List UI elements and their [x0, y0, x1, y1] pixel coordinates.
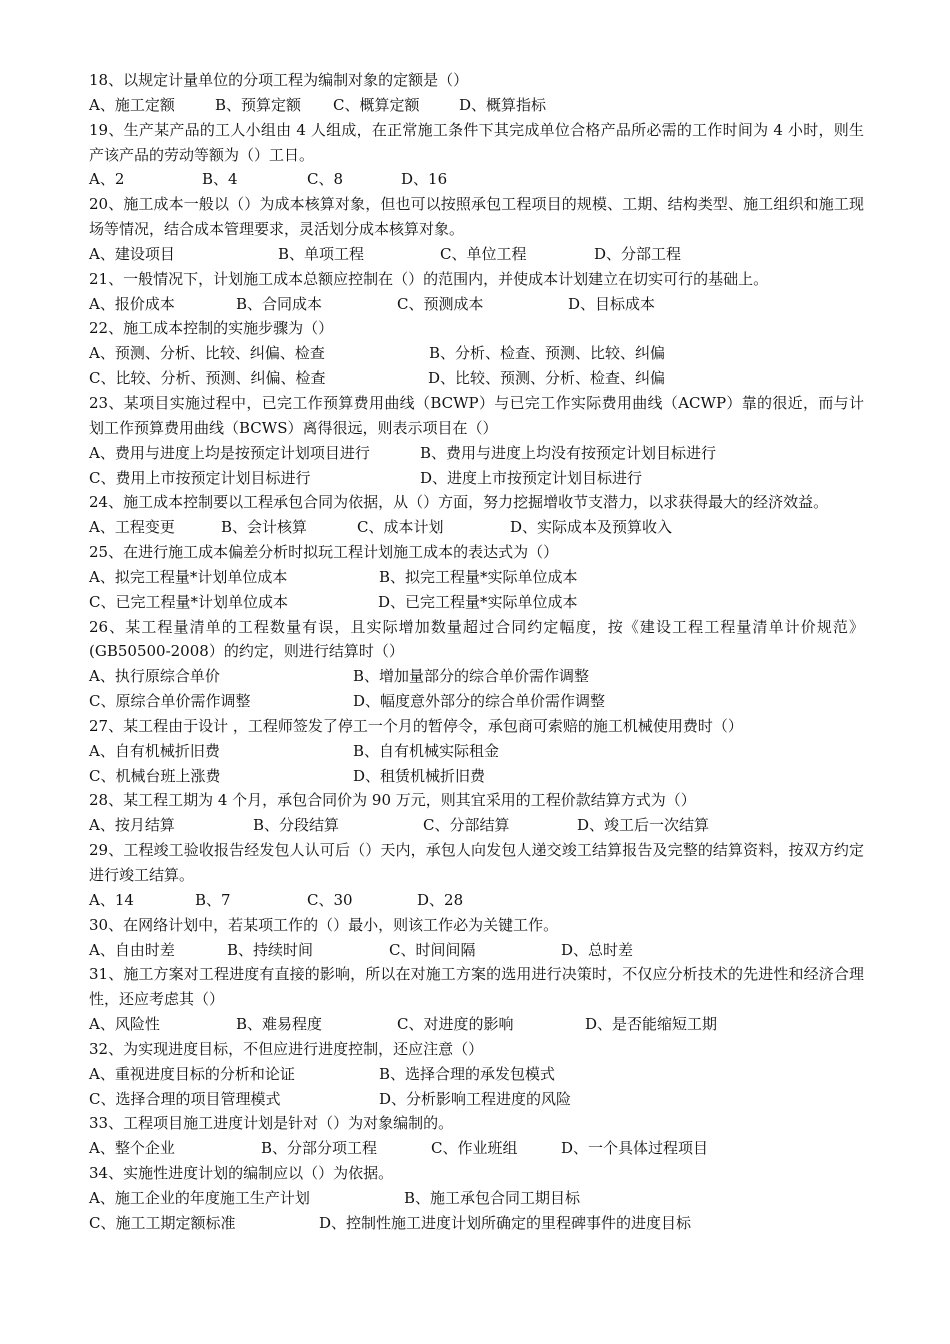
question-block — [89, 391, 864, 490]
answer-option: C、已完工程量*计划单位成本 — [89, 592, 288, 611]
answer-option: C、原综合单价需作调整 — [89, 692, 251, 711]
question-text: 24、施工成本控制要以工程承包合同为依据，从（）方面，努力挖掘增收节支潜力，以求获得最大的经济效益。 — [89, 493, 829, 512]
question-text: 19、生产某产品的工人小组由 4 人组成，在正常施工条件下其完成单位合格产品所必需的工作时间为 4 小时，则生产该产品的劳动等额为（）工日。 — [89, 120, 864, 164]
answer-option: B、单项工程 — [278, 244, 365, 263]
answer-option: B、会计核算 — [221, 518, 308, 537]
answer-option: B、合同成本 — [236, 294, 323, 313]
answer-option: D、目标成本 — [568, 294, 656, 313]
answer-option: C、时间间隔 — [389, 940, 476, 959]
option-row — [89, 664, 864, 689]
answer-option: D、一个具体过程项目 — [561, 1139, 709, 1158]
question-block — [89, 913, 864, 963]
answer-option: D、控制性施工进度计划所确定的里程碑事件的进度目标 — [319, 1213, 692, 1232]
question-block — [89, 118, 864, 193]
answer-option: A、执行原综合单价 — [89, 667, 220, 686]
answer-option: C、费用上市按预定计划目标进行 — [89, 468, 311, 487]
answer-option: C、选择合理的项目管理模式 — [89, 1089, 281, 1108]
question-text: 28、某工程工期为 4 个月，承包合同价为 90 万元，则其宜采用的工程价款结算方式为（） — [89, 791, 696, 810]
answer-option: C、概算定额 — [333, 95, 420, 114]
question-text: 32、为实现进度目标，不但应进行进度控制，还应注意（） — [89, 1039, 484, 1058]
question-text: 23、某项目实施过程中，已完工作预算费用曲线（BCWP）与已完工作实际费用曲线（ACWP）靠的很近，而与计划工作预算费用曲线（BCWS）离得很远，则表示项目在（） — [89, 393, 864, 437]
option-row — [89, 167, 864, 192]
answer-option: D、竣工后一次结算 — [577, 816, 710, 835]
question-text: 18、以规定计量单位的分项工程为编制对象的定额是（） — [89, 71, 469, 89]
answer-option: B、持续时间 — [227, 940, 314, 959]
option-row — [89, 689, 864, 714]
answer-option: D、28 — [417, 890, 464, 909]
option-row — [89, 1012, 864, 1037]
option-row — [89, 242, 864, 267]
answer-option: A、施工定额 — [89, 95, 175, 114]
answer-option: B、7 — [195, 890, 231, 909]
answer-option: B、增加量部分的综合单价需作调整 — [353, 667, 590, 686]
option-row — [89, 938, 864, 963]
answer-option: D、总时差 — [561, 940, 634, 959]
option-row — [89, 466, 864, 491]
answer-option: C、比较、分析、预测、纠偏、检查 — [89, 369, 326, 388]
answer-option: B、4 — [202, 170, 238, 189]
question-text: 26、某工程量清单的工程数量有误，且实际增加数量超过合同约定幅度，按《建设工程工程量清单计价规范》(GB50500-2008）的约定，则进行结算时（） — [89, 617, 864, 661]
answer-option: C、作业班组 — [431, 1139, 518, 1158]
answer-option: A、报价成本 — [89, 294, 175, 313]
answer-option: C、对进度的影响 — [397, 1015, 514, 1034]
answer-option: A、工程变更 — [89, 518, 175, 537]
option-row — [89, 1211, 864, 1236]
answer-option: D、实际成本及预算收入 — [510, 518, 673, 537]
question-text: 30、在网络计划中，若某项工作的（）最小，则该工作必为关键工作。 — [89, 915, 559, 934]
question-text: 27、某工程由于设计 ，工程师签发了停工一个月的暂停令，承包商可索赔的施工机械使用费时（） — [89, 716, 743, 735]
answer-option: C、预测成本 — [397, 294, 484, 313]
question-text: 31、施工方案对工程进度有直接的影响，所以在对施工方案的选用进行决策时，不仅应分析技术的先进性和经济合理性，还应考虑其（） — [89, 965, 864, 1009]
answer-option: A、预测、分析、比较、纠偏、检查 — [89, 344, 325, 363]
answer-option: D、是否能缩短工期 — [585, 1015, 718, 1034]
answer-option: C、单位工程 — [440, 244, 527, 263]
answer-option: B、分段结算 — [253, 816, 340, 835]
option-row — [89, 590, 864, 615]
answer-option: D、分析影响工程进度的风险 — [379, 1089, 572, 1108]
answer-option: D、分部工程 — [594, 244, 682, 263]
question-text: 20、施工成本一般以（）为成本核算对象，但也可以按照承包工程项目的规模、工期、结构类型、施工组织和施工现场等情况，结合成本管理要求，灵活划分成本核算对象。 — [89, 195, 864, 239]
option-row — [89, 441, 864, 466]
answer-option: D、租赁机械折旧费 — [353, 766, 486, 785]
question-block — [89, 267, 864, 317]
answer-option: D、幅度意外部分的综合单价需作调整 — [353, 692, 606, 711]
question-text: 21、一般情况下，计划施工成本总额应控制在（）的范围内，并使成本计划建立在切实可行的基础上。 — [89, 269, 769, 288]
option-row — [89, 93, 864, 118]
option-row — [89, 1136, 864, 1161]
exam-document — [89, 68, 864, 1236]
answer-option: A、费用与进度上均是按预定计划项目进行 — [89, 443, 370, 462]
question-block — [89, 1037, 864, 1112]
option-row — [89, 565, 864, 590]
answer-option: B、难易程度 — [236, 1015, 323, 1034]
answer-option: A、2 — [89, 170, 125, 189]
answer-option: B、分部分项工程 — [261, 1139, 378, 1158]
question-block — [89, 490, 864, 540]
answer-option: B、预算定额 — [215, 95, 302, 114]
option-row — [89, 515, 864, 540]
answer-option: D、概算指标 — [459, 95, 547, 114]
option-row — [89, 1062, 864, 1087]
answer-option: A、拟完工程量*计划单位成本 — [89, 567, 288, 586]
answer-option: D、比较、预测、分析、检查、纠偏 — [428, 369, 666, 388]
option-row — [89, 739, 864, 764]
answer-option: A、自由时差 — [89, 940, 175, 959]
question-block — [89, 1161, 864, 1236]
question-text: 33、工程项目施工进度计划是针对（）为对象编制的。 — [89, 1114, 454, 1133]
option-row — [89, 341, 864, 366]
answer-option: A、风险性 — [89, 1015, 160, 1034]
answer-option: A、整个企业 — [89, 1139, 175, 1158]
option-row — [89, 764, 864, 789]
answer-option: B、施工承包合同工期目标 — [404, 1188, 581, 1207]
answer-option: A、施工企业的年度施工生产计划 — [89, 1188, 310, 1207]
question-block — [89, 788, 864, 838]
question-block — [89, 68, 864, 118]
question-block — [89, 838, 864, 913]
question-block — [89, 615, 864, 714]
answer-option: B、自有机械实际租金 — [353, 741, 500, 760]
answer-option: D、进度上市按预定计划目标进行 — [420, 468, 643, 487]
answer-option: C、30 — [307, 890, 353, 909]
answer-option: C、机械台班上涨费 — [89, 766, 221, 785]
question-text: 22、施工成本控制的实施步骤为（） — [89, 319, 334, 338]
question-block — [89, 540, 864, 615]
answer-option: D、16 — [401, 170, 448, 189]
option-row — [89, 1087, 864, 1112]
answer-option: A、重视进度目标的分析和论证 — [89, 1064, 295, 1083]
option-row — [89, 292, 864, 317]
answer-option: C、8 — [307, 170, 344, 189]
answer-option: B、选择合理的承发包模式 — [379, 1064, 556, 1083]
question-block — [89, 1111, 864, 1161]
answer-option: B、分析、检查、预测、比较、纠偏 — [429, 344, 666, 363]
answer-option: D、已完工程量*实际单位成本 — [378, 592, 578, 611]
option-row — [89, 813, 864, 838]
option-row — [89, 888, 864, 913]
question-block — [89, 316, 864, 391]
answer-option: A、自有机械折旧费 — [89, 741, 220, 760]
answer-option: B、拟完工程量*实际单位成本 — [379, 567, 578, 586]
answer-option: C、成本计划 — [357, 518, 444, 537]
question-text: 34、实施性进度计划的编制应以（）为依据。 — [89, 1164, 394, 1183]
answer-option: A、建设项目 — [89, 244, 175, 263]
option-row — [89, 1186, 864, 1211]
answer-option: C、施工工期定额标准 — [89, 1213, 236, 1232]
answer-option: A、14 — [89, 890, 134, 909]
question-text: 25、在进行施工成本偏差分析时拟玩工程计划施工成本的表达式为（） — [89, 543, 559, 562]
option-row — [89, 366, 864, 391]
question-block — [89, 962, 864, 1037]
answer-option: C、分部结算 — [423, 816, 510, 835]
answer-option: B、费用与进度上均没有按预定计划目标进行 — [420, 443, 717, 462]
question-block — [89, 192, 864, 267]
question-block — [89, 714, 864, 789]
question-text: 29、工程竣工验收报告经发包人认可后（）天内，承包人向发包人递交竣工结算报告及完整的结算资料，按双方约定进行竣工结算。 — [89, 841, 864, 884]
answer-option: A、按月结算 — [89, 816, 175, 835]
